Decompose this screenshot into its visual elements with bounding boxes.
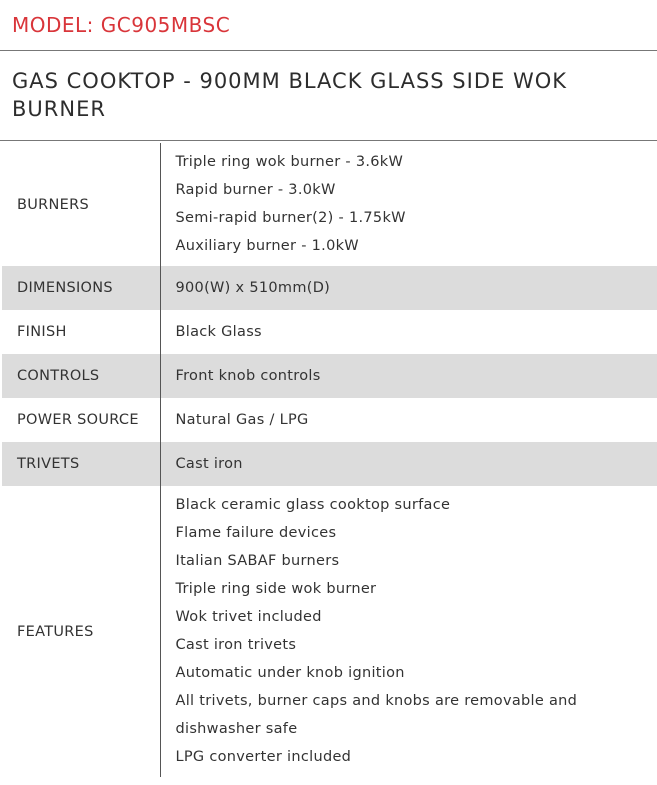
spec-value: Cast iron xyxy=(160,442,657,486)
spec-value: Front knob controls xyxy=(160,354,657,398)
spec-label: CONTROLS xyxy=(2,354,160,398)
spec-row-finish xyxy=(2,310,657,354)
spec-row-burners xyxy=(2,143,657,266)
feature-line: Italian SABAF burners xyxy=(175,553,340,569)
feature-line: Automatic under knob ignition xyxy=(175,665,405,681)
divider xyxy=(0,50,657,51)
feature-line: Triple ring side wok burner xyxy=(175,581,377,597)
spec-row-features xyxy=(2,486,657,777)
feature-line: LPG converter included xyxy=(175,749,352,765)
burner-line: Triple ring wok burner - 3.6kW xyxy=(175,154,404,170)
spec-row-dimensions xyxy=(2,266,657,310)
burner-line: Semi-rapid burner(2) - 1.75kW xyxy=(175,210,406,226)
feature-line: Black ceramic glass cooktop surface xyxy=(175,497,451,513)
spec-label: FEATURES xyxy=(2,486,160,777)
spec-table xyxy=(2,143,657,777)
spec-label: FINISH xyxy=(2,310,160,354)
burner-line: Auxiliary burner - 1.0kW xyxy=(175,238,359,254)
feature-line: Cast iron trivets xyxy=(175,637,297,653)
spec-row-trivets xyxy=(2,442,657,486)
spec-label: TRIVETS xyxy=(2,442,160,486)
divider xyxy=(0,140,657,141)
feature-line: Flame failure devices xyxy=(175,525,337,541)
spec-row-controls xyxy=(2,354,657,398)
product-title: GAS COOKTOP - 900MM BLACK GLASS SIDE WOK BURNER xyxy=(12,69,568,121)
spec-value: Natural Gas / LPG xyxy=(175,412,309,428)
spec-label: DIMENSIONS xyxy=(2,266,160,310)
model-number: MODEL: GC905MBSC xyxy=(12,13,231,37)
spec-value: Black Glass xyxy=(175,324,262,340)
burner-line: Rapid burner - 3.0kW xyxy=(175,182,336,198)
spec-value xyxy=(160,486,657,777)
feature-line: dishwasher safe xyxy=(175,721,298,737)
spec-value xyxy=(160,143,657,266)
spec-label: BURNERS xyxy=(2,143,160,266)
spec-row-power-source xyxy=(2,398,657,442)
feature-line: All trivets, burner caps and knobs are removable and xyxy=(175,693,578,709)
feature-line: Wok trivet included xyxy=(175,609,322,625)
spec-label: POWER SOURCE xyxy=(2,398,160,442)
spec-value: 900(W) x 510mm(D) xyxy=(160,266,657,310)
